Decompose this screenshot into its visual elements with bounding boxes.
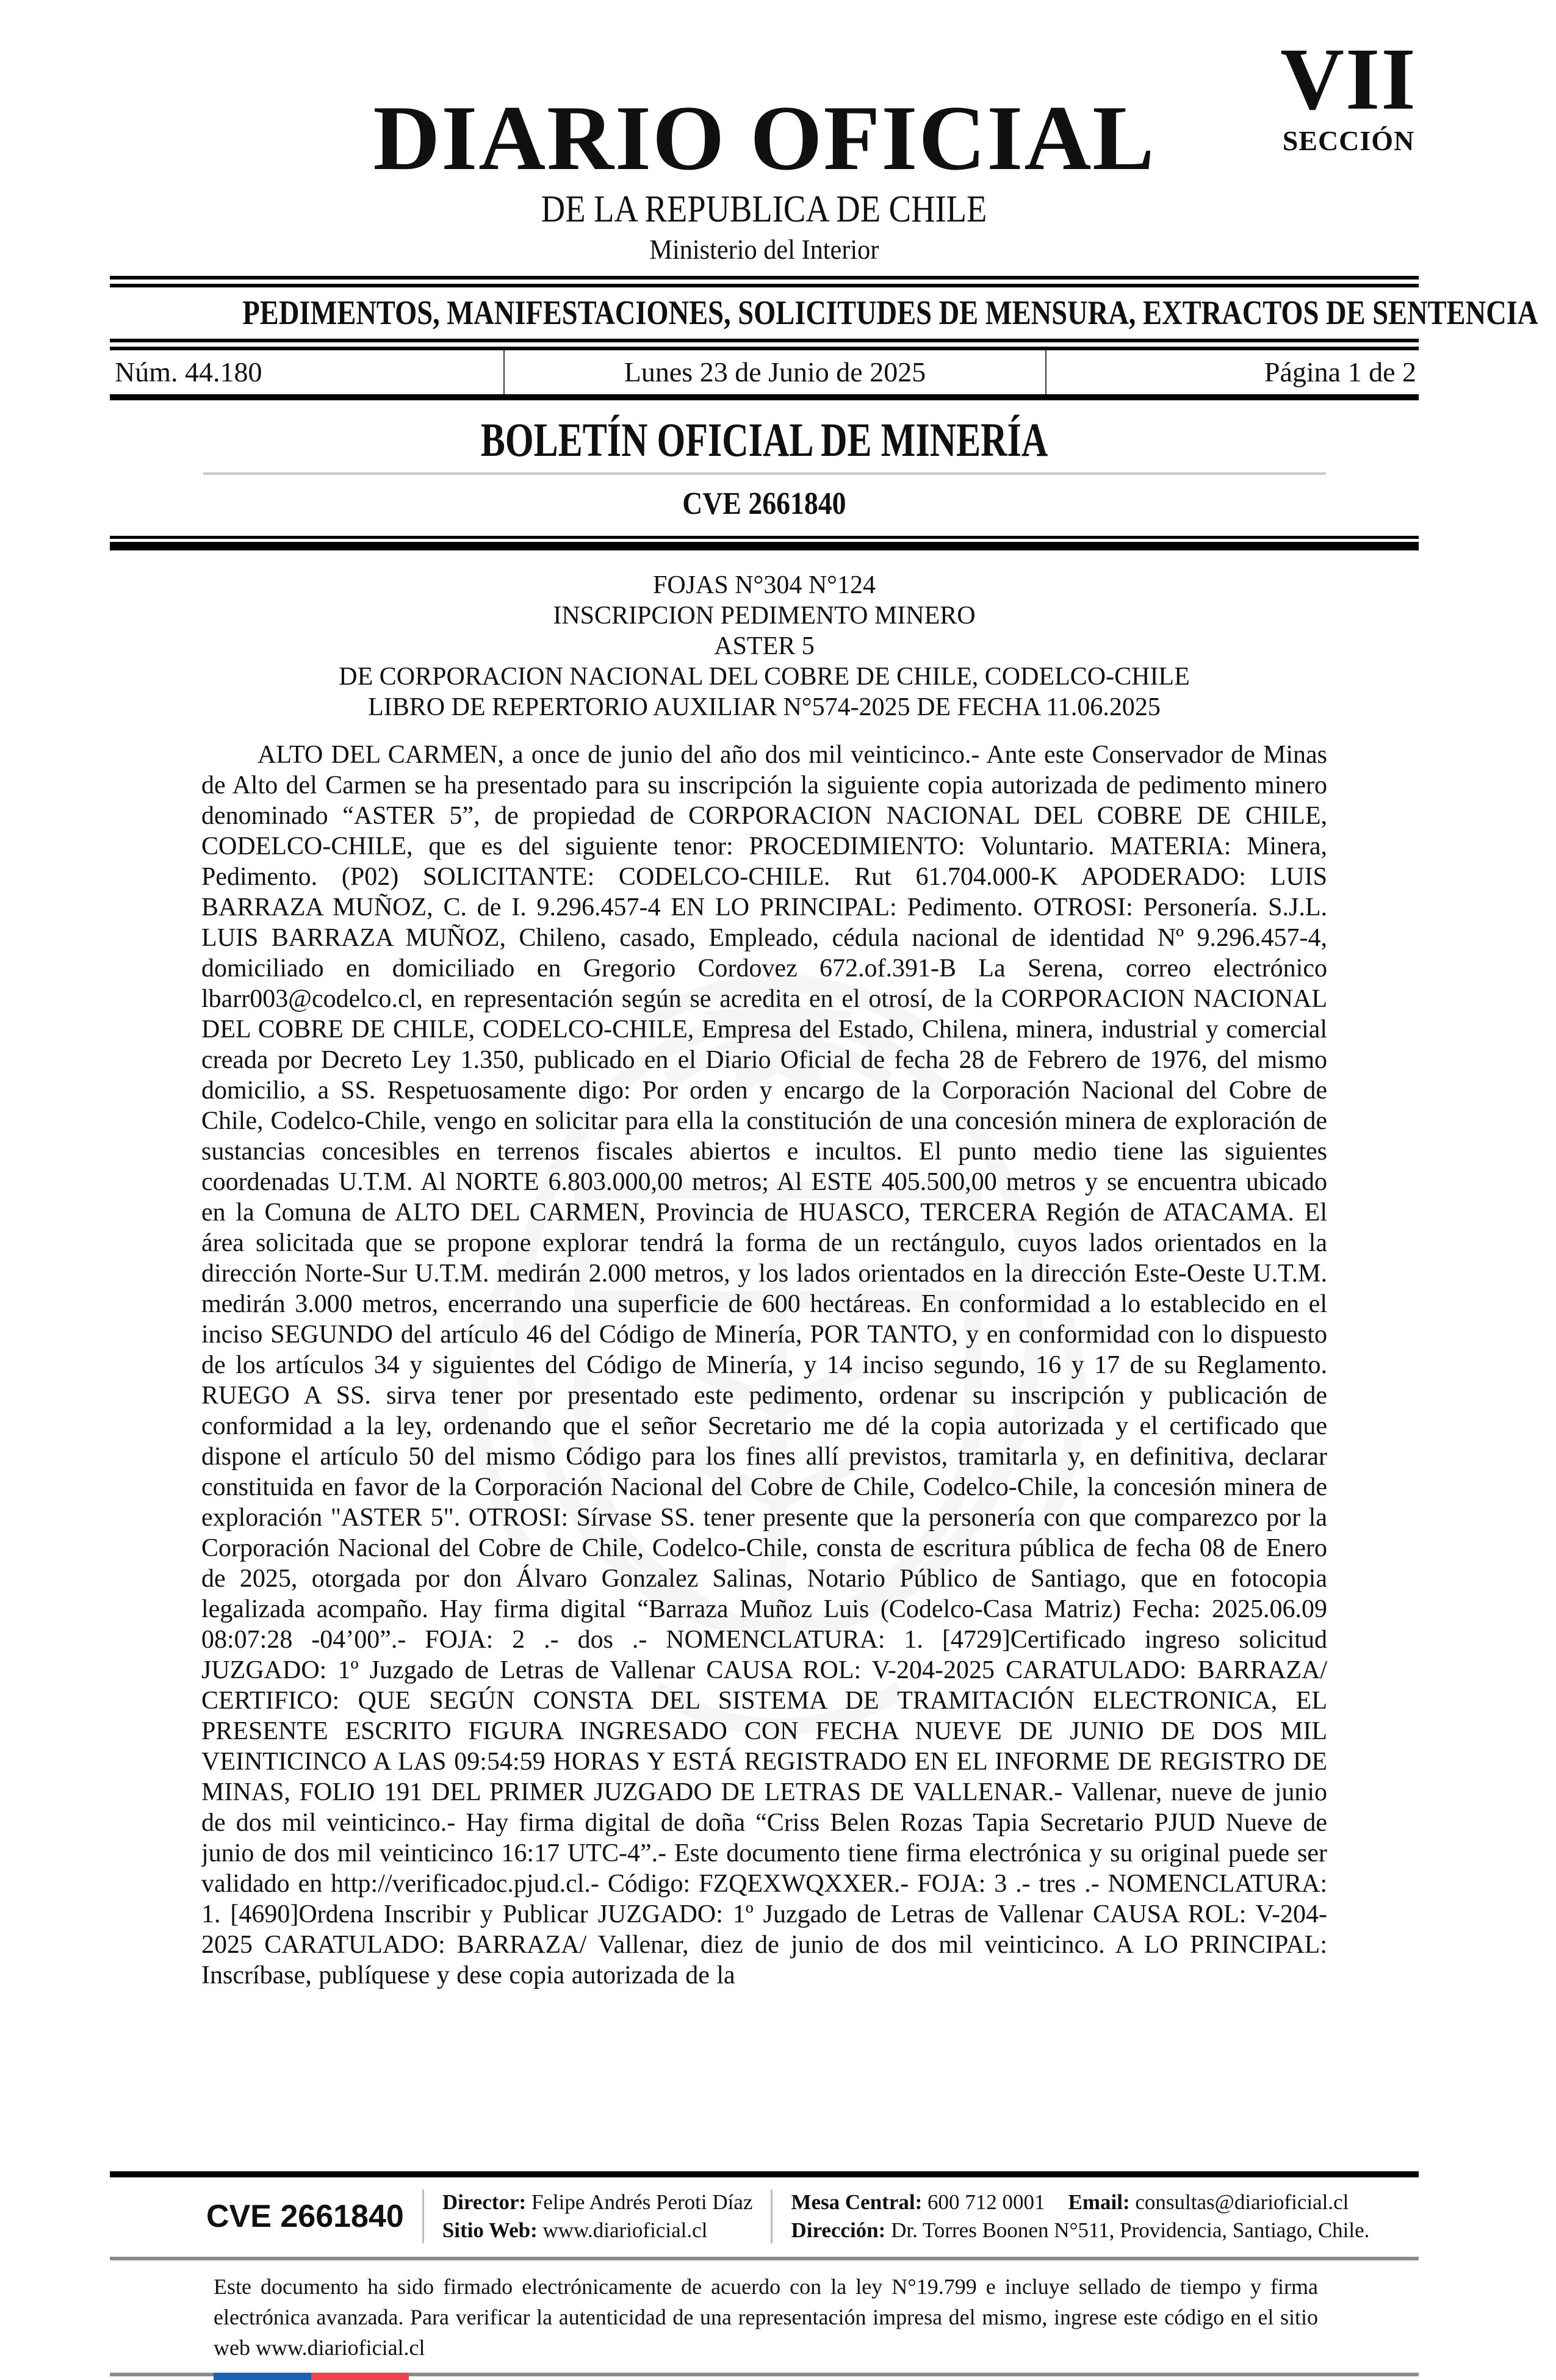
director-label: Director: [442,2190,527,2214]
address-label: Dirección: [791,2218,886,2242]
section-roman-numeral: VII [1280,31,1417,128]
page-indicator: Página 1 de 2 [1264,356,1416,388]
issue-bar [110,350,1419,394]
heading-line: FOJAS N°304 N°124 [653,571,876,599]
heading-line: LIBRO DE REPERTORIO AUXILIAR N°574-2025 DE FECHA 11.06.2025 [368,693,1161,721]
page-footer [110,2171,1419,2380]
double-rule-under-cve [110,536,1419,550]
director-name: Felipe Andrés Peroti Díaz [531,2190,753,2214]
phone-label: Mesa Central: [791,2190,923,2214]
website-label: Sitio Web: [442,2218,538,2242]
heading-line: DE CORPORACION NACIONAL DEL COBRE DE CHILE, CODELCO-CHILE [339,662,1190,691]
footer-top-rule [110,2171,1419,2177]
notice-body [201,740,1327,2122]
heading-line: INSCRIPCION PEDIMENTO MINERO [553,601,976,630]
footer-director-column [442,2188,753,2245]
heading-line: ASTER 5 [714,632,815,660]
footer-legal-text: Este documento ha sido firmado electrónicamente de acuerdo con la ley N°19.799 e incluye sellado de tiempo y firma electrónica avanzada. Para verificar la autenticidad de una representación impresa del mismo, ingrese este código en el sitio web www.diarioficial.cl [214,2274,1318,2360]
email-label: Email: [1068,2190,1130,2214]
address-value: Dr. Torres Boonen N°511, Providencia, Santiago, Chile. [891,2218,1370,2242]
double-rule-top [110,276,1419,287]
footer-divider [422,2190,424,2243]
footer-gray-rule [110,2257,1419,2260]
footer-website-row [442,2216,753,2245]
masthead-subtitle: DE LA REPUBLICA DE CHILE [541,189,987,230]
issue-number: Núm. 44.180 [115,356,262,388]
flag-blue-segment [214,2373,311,2380]
chile-flag-bar [214,2373,409,2380]
thick-rule-under-issue-bar [110,394,1419,400]
section-label: SECCIÓN [1282,124,1415,156]
masthead-title: DIARIO OFICIAL [373,87,1156,189]
footer-address-row [791,2216,1369,2245]
notice-body-paragraph: ALTO DEL CARMEN, a once de junio del año dos mil veinticinco.- Ante este Conservador de Minas de Alto del Carmen se ha presentado para su inscripción la siguiente copia autorizada de pedimento minero denominado “ASTER 5”, de propiedad de CORPORACION NACIONAL DEL COBRE DE CHILE, CODELCO-CHILE, que es del siguiente tenor: PROCEDIMIENTO: Voluntario. MATERIA: Minera, Pedimento. (P02) SOLICITANTE: CODELCO-CHILE. Rut 61.704.000-K APODERADO: LUIS BARRAZA MUÑOZ, C. de I. 9.296.457-4 EN LO PRINCIPAL: Pedimento. OTROSI: Personería. S.J.L. LUIS BARRAZA MUÑOZ, Chileno, casado, Empleado, cédula nacional de identidad Nº 9.296.457-4, domiciliado en domiciliado en Gregorio Cordovez 672.of.391-B La Serena, correo electrónico lbarr003@codelco.cl, en representación según se acredita en el otrosí, de la CORPORACION NACIONAL DEL COBRE DE CHILE, CODELCO-CHILE, Empresa del Estado, Chilena, minera, industrial y comercial creada por Decreto Ley 1.350, publicado en el Diario Oficial de fecha 28 de Febrero de 1976, del mismo domicilio, a SS. Respetuosamente digo: Por orden y encargo de la Corporación Nacional del Cobre de Chile, Codelco-Chile, vengo en solicitar para ella la constitución de una concesión minera de exploración de sustancias concesibles en terrenos fiscales abiertos e incultos. El punto medio tiene las siguientes coordenadas U.T.M. Al NORTE 6.803.000,00 metros; Al ESTE 405.500,00 metros y se encuentra ubicado en la Comuna de ALTO DEL CARMEN, Provincia de HUASCO, TERCERA Región de ATACAMA. El área solicitada que se propone explorar tendrá la forma de un rectángulo, cuyos lados orientados en la dirección Norte-Sur U.T.M. medirán 2.000 metros, y los lados orientados en la dirección Este-Oeste U.T.M. medirán 3.000 metros, encerrando una superficie de 600 hectáreas. En conformidad a lo establecido en el inciso SEGUNDO del artículo 46 del Código de Minería, POR TANTO, y en conformidad con lo dispuesto de los artículos 34 y siguientes del Código de Minería, y 14 inciso segundo, 16 y 17 de su Reglamento. RUEGO A SS. sirva tener por presentado este pedimento, ordenar su inscripción y publicación de conformidad a la ley, ordenando que el señor Secretario me dé la copia autorizada y el certificado que dispone el artículo 50 del mismo Código para los fines allí previstos, tramitarla y, en definitiva, declarar constituida en favor de la Corporación Nacional del Cobre de Chile, Codelco-Chile, la concesión minera de exploración "ASTER 5". OTROSI: Sírvase SS. tener presente que la personería con que comparezco por la Corporación Nacional del Cobre de Chile, Codelco-Chile, consta de escritura pública de fecha 08 de Enero de 2025, otorgada por don Álvaro Gonzalez Salinas, Notario Público de Santiago, que en fotocopia legalizada acompaño. Hay firma digital “Barraza Muñoz Luis (Codelco-Casa Matriz) Fecha: 2025.06.09 08:07:28 -04’00”.- FOJA: 2 .- dos .- NOMENCLATURA: 1. [4729]Certificado ingreso solicitud JUZGADO: 1º Juzgado de Letras de Vallenar CAUSA ROL: V-204-2025 CARATULADO: BARRAZA/ CERTIFICO: QUE SEGÚN CONSTA DEL SISTEMA DE TRAMITACIÓN ELECTRONICA, EL PRESENTE ESCRITO FIGURA INGRESADO CON FECHA NUEVE DE JUNIO DE DOS MIL VEINTICINCO A LAS 09:54:59 HORAS Y ESTÁ REGISTRADO EN EL INFORME DE REGISTRO DE MINAS, FOLIO 191 DEL PRIMER JUZGADO DE LETRAS DE VALLENAR.- Vallenar, nueve de junio de dos mil veinticinco.- Hay firma digital de doña “Criss Belen Rozas Tapia Secretario PJUD Nueve de junio de dos mil veinticinco 16:17 UTC-4”.- Este documento tiene firma electrónica y su original puede ser validado en http://verificadoc.pjud.cl.- Código: FZQEXWQXXER.- FOJA: 3 .- tres .- NOMENCLATURA: 1. [4690]Ordena Inscribir y Publicar JUZGADO: 1º Juzgado de Letras de Vallenar CAUSA ROL: V-204-2025 CARATULADO: BARRAZA/ Vallenar, diez de junio de dos mil veinticinco. A LO PRINCIPAL: Inscríbase, publíquese y dese copia autorizada de la [201,740,1327,1989]
banner-headline: PEDIMENTOS, MANIFESTACIONES, SOLICITUDES DE MENSURA, EXTRACTOS DE SENTENCIA [242,294,1538,332]
footer-contact-column [791,2188,1369,2245]
footer-contact-row [791,2188,1369,2216]
footer-info-box [206,2177,1419,2257]
footer-cve-code: CVE 2661840 [206,2199,404,2234]
email-address: consultas@diarioficial.cl [1135,2190,1349,2214]
flag-red-segment [311,2373,409,2380]
masthead [110,0,1419,264]
phone-number: 600 712 0001 [927,2190,1045,2214]
double-rule-banner-bottom [110,339,1419,350]
footer-bottom-area [110,2373,1419,2380]
bulletin-title: BOLETÍN OFICIAL DE MINERÍA [480,413,1048,466]
footer-divider [771,2190,773,2243]
footer-director-row [442,2188,753,2216]
issue-date: Lunes 23 de Junio de 2025 [503,350,1046,394]
masthead-ministry: Ministerio del Interior [649,234,879,265]
cve-code-heading: CVE 2661840 [682,486,846,521]
notice-heading [110,570,1419,723]
thin-gray-divider [203,472,1326,475]
section-block [1278,31,1419,156]
website-url: www.diarioficial.cl [542,2218,708,2242]
